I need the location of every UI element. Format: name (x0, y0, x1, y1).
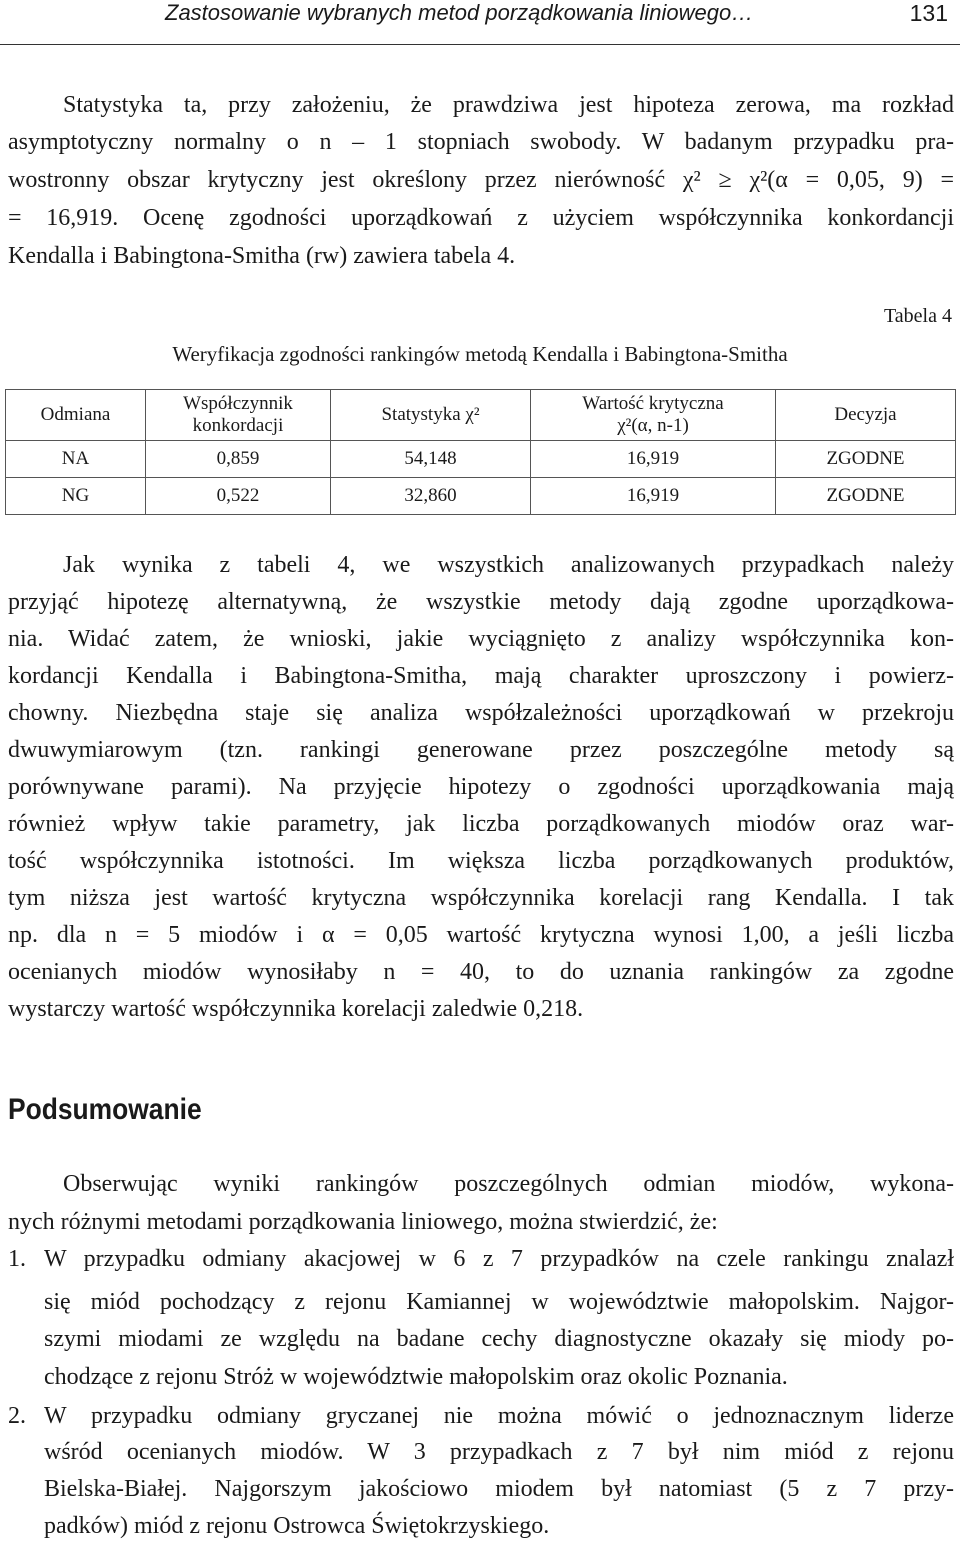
paragraph-line: chowny. Niezbędna staje się analiza współzależności uporządkowań w przekroju (8, 700, 954, 726)
table-header-cell: Odmiana (6, 390, 146, 441)
paragraph-line: wostronny obszar krytyczny jest określony przez nierówność χ² ≥ χ²(α = 0,05, 9) = (8, 167, 954, 193)
paragraph-line: wystarczy wartość współczynnika korelacji zaledwie 0,218. (8, 996, 584, 1022)
table-cell: NA (6, 441, 146, 478)
paragraph-line: tym niższa jest wartość krytyczna współczynnika korelacji rang Kendalla. I tak (8, 885, 954, 911)
table-cell: NG (6, 478, 146, 515)
paragraph-line: również wpływ takie parametry, jak liczba porządkowanych miodów oraz war- (8, 811, 954, 837)
table-caption: Tabela 4 (883, 305, 952, 327)
paragraph-line: nych różnymi metodami porządkowania liniowego, można stwierdzić, że: (8, 1209, 718, 1235)
table-cell: 16,919 (531, 478, 776, 515)
list-item-line: wśród ocenianych miodów. W 3 przypadkach z 7 był nim miód z rejonu (44, 1439, 954, 1465)
paragraph-line: przyjąć hipotezę alternatywną, że wszystkie metody dają zgodne uporządkowa- (8, 589, 954, 615)
table-header-cell: Wartość krytyczna χ²(α, n-1) (531, 390, 776, 441)
table-header-cell: Współczynnik konkordacji (146, 390, 331, 441)
list-number: 2. (8, 1403, 26, 1429)
section-heading: Podsumowanie (8, 1093, 202, 1126)
paragraph-line: Kendalla i Babingtona-Smitha (rw) zawiera tabela 4. (8, 243, 516, 269)
running-header (0, 0, 960, 45)
paragraph-line: kordancji Kendalla i Babingtona-Smitha, mają charakter uproszczony i powierz- (8, 663, 954, 689)
table-cell: ZGODNE (776, 478, 956, 515)
paragraph-line: ocenianych miodów wynosiłaby n = 40, to do uznania rankingów za zgodne (8, 959, 954, 985)
table-header-cell: Statystyka χ² (331, 390, 531, 441)
table-row (6, 478, 956, 515)
paragraph-line: dwuwymiarowym (tzn. rankingi generowane przez poszczególne metody są (8, 737, 954, 763)
table-cell: 0,859 (146, 441, 331, 478)
paragraph-line: asymptotyczny normalny o n – 1 stopniach swobody. W badanym przypadku pra- (8, 129, 954, 155)
table-title: Weryfikacja zgodności rankingów metodą Kendalla i Babingtona-Smitha (172, 342, 788, 366)
results-table (5, 389, 956, 515)
table-row (6, 441, 956, 478)
paragraph-line: = 16,919. Ocenę zgodności uporządkowań z użyciem współczynnika konkordancji (8, 205, 954, 231)
paragraph-line: np. dla n = 5 miodów i α = 0,05 wartość krytyczna wynosi 1,00, a jeśli liczba (8, 922, 954, 948)
list-item-line: W przypadku odmiany akacjowej w 6 z 7 przypadków na czele rankingu znalazł (44, 1246, 954, 1272)
paragraph-line: nia. Widać zatem, że wnioski, jakie wyciągnięto z analizy współczynnika kon- (8, 626, 954, 652)
paragraph-line: Jak wynika z tabeli 4, we wszystkich analizowanych przypadkach należy (63, 552, 954, 578)
list-item-line: padków) miód z rejonu Ostrowca Świętokrzyskiego. (44, 1513, 550, 1539)
paragraph-line: porównywane parami). Na przyjęcie hipotezy o zgodności uporządkowania mają (8, 774, 954, 800)
table-header-row (6, 390, 956, 441)
table-cell: 54,148 (331, 441, 531, 478)
paragraph-line: Obserwując wyniki rankingów poszczególnych odmian miodów, wykona- (63, 1171, 954, 1197)
list-item-line: się miód pochodzący z rejonu Kamiannej w województwie małopolskim. Najgor- (44, 1289, 954, 1315)
table-cell: 32,860 (331, 478, 531, 515)
table-cell: 16,919 (531, 441, 776, 478)
list-item-line: szymi miodami ze względu na badane cechy diagnostyczne okazały się miody po- (44, 1326, 954, 1352)
list-item-line: chodzące z rejonu Stróż w województwie małopolskim oraz okolic Poznania. (44, 1364, 788, 1390)
paragraph-line: Statystyka ta, przy założeniu, że prawdziwa jest hipoteza zerowa, ma rozkład (63, 92, 954, 118)
running-title: Zastosowanie wybranych metod porządkowania liniowego… (165, 0, 754, 25)
table-header-cell: Decyzja (776, 390, 956, 441)
table-cell: ZGODNE (776, 441, 956, 478)
paragraph-line: tość współczynnika istotności. Im większa liczba porządkowanych produktów, (8, 848, 954, 874)
table-cell: 0,522 (146, 478, 331, 515)
list-number: 1. (8, 1246, 26, 1272)
list-item-line: W przypadku odmiany gryczanej nie można mówić o jednoznacznym liderze (44, 1403, 954, 1429)
page-number: 131 (909, 0, 948, 26)
list-item-line: Bielska-Białej. Najgorszym jakościowo miodem był natomiast (5 z 7 przy- (44, 1476, 954, 1502)
